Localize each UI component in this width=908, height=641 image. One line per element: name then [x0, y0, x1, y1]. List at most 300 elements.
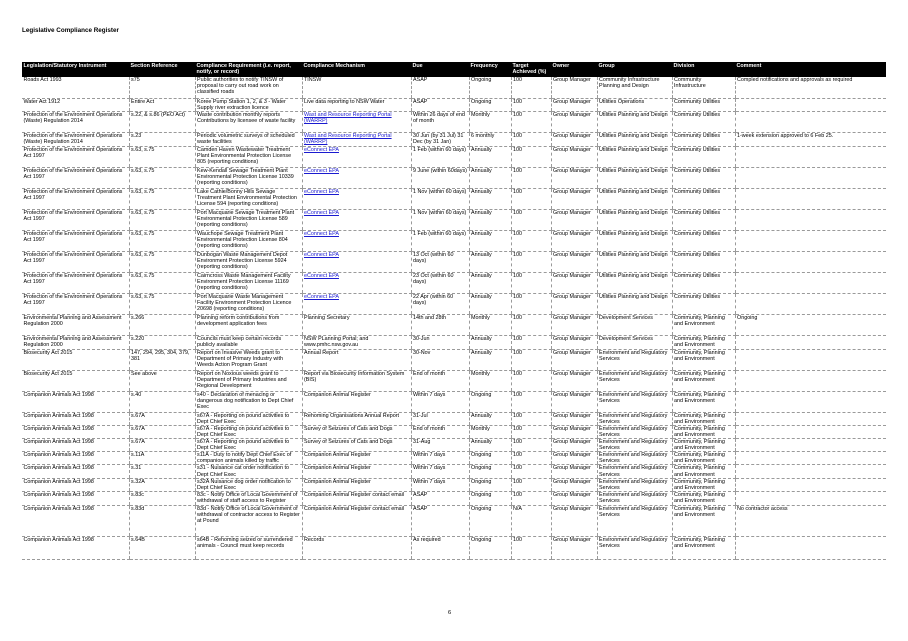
cell-division: Community, Planning and Environment	[672, 536, 735, 559]
cell-group: Environment and Regulatory Services	[597, 452, 672, 465]
cell-frequency: Ongoing	[469, 465, 511, 478]
cell-section: s.63, s.75	[129, 293, 195, 314]
table-row	[22, 452, 886, 465]
cell-section: See above	[129, 370, 195, 391]
cell-section: s.63, s.75	[129, 251, 195, 272]
table-row	[22, 505, 886, 536]
cell-section: s.220	[129, 335, 195, 349]
table-body	[22, 77, 886, 559]
table-row	[22, 536, 886, 559]
cell-due: ASAP	[411, 77, 469, 98]
cell-due: 31-Jul	[411, 412, 469, 425]
table-row	[22, 146, 886, 167]
cell-division: Community Utilities	[672, 209, 735, 230]
cell-group: Environment and Regulatory Services	[597, 349, 672, 370]
cell-section: s.83d	[129, 505, 195, 536]
cell-section: s.11A	[129, 452, 195, 465]
cell-division: Community, Planning and Environment	[672, 391, 735, 412]
cell-requirement: Wauchope Sewage Treatment Plant Environmental Protection License 804 (reporting conditions)	[195, 230, 302, 251]
header-division: Division	[672, 62, 735, 77]
cell-due: End of month	[411, 425, 469, 438]
cell-owner: Group Manager	[551, 439, 597, 452]
cell-due: Within 7 days	[411, 465, 469, 478]
cell-owner: Group Manager	[551, 230, 597, 251]
cell-owner: Group Manager	[551, 412, 597, 425]
cell-owner: Group Manager	[551, 111, 597, 132]
table-row	[22, 77, 886, 98]
cell-owner: Group Manager	[551, 478, 597, 491]
cell-group: Utilities Planning and Design	[597, 293, 672, 314]
cell-legislation: Protection of the Environment Operations Act 1997	[22, 146, 129, 167]
table-row	[22, 167, 886, 188]
cell-division: Community Utilities	[672, 146, 735, 167]
table-row	[22, 98, 886, 111]
cell-frequency: Monthly	[469, 111, 511, 132]
cell-requirement: s11A - Duty to notify Dept Chief Exec of companion animals killed by traffic	[195, 452, 302, 465]
cell-legislation: Protection of the Environment Operations Act 1997	[22, 251, 129, 272]
cell-comment	[735, 146, 886, 167]
cell-frequency: Ongoing	[469, 536, 511, 559]
cell-frequency: Monthly	[469, 314, 511, 335]
cell-group: Utilities Planning and Design	[597, 272, 672, 293]
cell-group: Environment and Regulatory Services	[597, 478, 672, 491]
cell-frequency: Annually	[469, 209, 511, 230]
cell-due: Within 26 days of end of month	[411, 111, 469, 132]
cell-mechanism: Annual Report	[302, 349, 411, 370]
cell-comment	[735, 391, 886, 412]
cell-section: Entire Act	[129, 98, 195, 111]
cell-division: Community, Planning and Environment	[672, 505, 735, 536]
cell-requirement: Camden Haven Wastewater Treatment Plant Environmental Protection License 805 (reporting conditions)	[195, 146, 302, 167]
cell-group: Utilities Planning and Design	[597, 132, 672, 146]
cell-legislation: Protection of the Environment Operations Act 1997	[22, 167, 129, 188]
header-legislation: Legislation/Statutory Instrument	[22, 62, 129, 77]
cell-mechanism	[302, 230, 411, 251]
cell-owner: Group Manager	[551, 98, 597, 111]
cell-legislation: Biosecurity Act 2015	[22, 370, 129, 391]
mechanism-link[interactable]: eConnect EPA	[304, 167, 339, 174]
cell-comment: Ongoing	[735, 314, 886, 335]
cell-legislation: Protection of the Environment Operations Act 1997	[22, 293, 129, 314]
cell-mechanism: NSW PLanning Portal; and www.pmhc.nsw.gov.au	[302, 335, 411, 349]
cell-owner: Group Manager	[551, 146, 597, 167]
cell-section: s.63, s.75	[129, 146, 195, 167]
table-row	[22, 188, 886, 209]
cell-mechanism	[302, 209, 411, 230]
cell-division: Community Infrastructure	[672, 77, 735, 98]
cell-requirement: Port Macquarie Sewage Treatment Plant Environmental Protection License 589 (reporting conditions)	[195, 209, 302, 230]
cell-mechanism: Companion Animal Register	[302, 391, 411, 412]
cell-mechanism	[302, 132, 411, 146]
cell-frequency: Annually	[469, 230, 511, 251]
header-group: Group	[597, 62, 672, 77]
cell-mechanism: Companion Animal Register contact email	[302, 505, 411, 536]
cell-section: s.64B	[129, 536, 195, 559]
cell-owner: Group Manager	[551, 209, 597, 230]
cell-legislation: Protection of the Environment Operations Act 1997	[22, 272, 129, 293]
cell-division: Community, Planning and Environment	[672, 439, 735, 452]
cell-section: s.266	[129, 314, 195, 335]
cell-section: s.67A	[129, 425, 195, 438]
cell-section: s.40	[129, 391, 195, 412]
table-row	[22, 412, 886, 425]
cell-division: Community Utilities	[672, 111, 735, 132]
cell-owner: Group Manager	[551, 272, 597, 293]
cell-requirement: Koree Pump Station 1, 2, & 3 - Water Supply river extraction licence	[195, 98, 302, 111]
cell-division: Community Utilities	[672, 98, 735, 111]
cell-mechanism: Report via Biosecurity Information System (BIS)	[302, 370, 411, 391]
cell-due: End of month	[411, 370, 469, 391]
header-due: Due	[411, 62, 469, 77]
table-row	[22, 465, 886, 478]
cell-due: 1 Feb (within 60 days)	[411, 146, 469, 167]
cell-target: 100	[511, 98, 551, 111]
cell-section: s.63, s.75	[129, 209, 195, 230]
cell-comment	[735, 478, 886, 491]
header-frequency: Frequency	[469, 62, 511, 77]
table-row	[22, 349, 886, 370]
cell-frequency: Ongoing	[469, 491, 511, 505]
cell-requirement: Port Macquarie Waste Management Facility Environment Protection Licence 20698 (reporting conditions)	[195, 293, 302, 314]
cell-due: 30-Nov	[411, 349, 469, 370]
cell-legislation: Companion Animals Act 1998	[22, 439, 129, 452]
cell-division: Community Utilities	[672, 188, 735, 209]
table-row	[22, 391, 886, 412]
cell-comment	[735, 111, 886, 132]
cell-section: s.23	[129, 132, 195, 146]
table-row	[22, 251, 886, 272]
cell-target: 100	[511, 425, 551, 438]
cell-owner: Group Manager	[551, 77, 597, 98]
cell-target: 100	[511, 391, 551, 412]
cell-division: Community, Planning and Environment	[672, 335, 735, 349]
cell-mechanism: Companion Animal Register	[302, 452, 411, 465]
cell-requirement: 83d - Notify Office of Local Government of withdrawal of contractor access to Register at Pound	[195, 505, 302, 536]
cell-division: Community Utilities	[672, 132, 735, 146]
cell-frequency: Annually	[469, 188, 511, 209]
cell-target: 100	[511, 251, 551, 272]
cell-requirement: s40 - Declaration of menacing or dangerous dog notification to Dept Chief Exec	[195, 391, 302, 412]
cell-division: Community Utilities	[672, 251, 735, 272]
cell-requirement: Report on Invasive Weeds grant to Department of Primary Industry with Weeds Action Program Grant	[195, 349, 302, 370]
cell-legislation: Companion Animals Act 1998	[22, 465, 129, 478]
cell-due: Within 7 days	[411, 452, 469, 465]
cell-group: Community Infrastructure Planning and Design	[597, 77, 672, 98]
cell-comment	[735, 452, 886, 465]
cell-legislation: Companion Animals Act 1998	[22, 412, 129, 425]
cell-group: Environment and Regulatory Services	[597, 412, 672, 425]
cell-comment	[735, 272, 886, 293]
cell-comment	[735, 251, 886, 272]
cell-requirement: Lake Cathie/Bonny Hills Sewage Treatment Plant Environmental Protection License 594 (reporting conditions)	[195, 188, 302, 209]
cell-due: 1 Feb (within 60 days)	[411, 230, 469, 251]
cell-target: 100	[511, 209, 551, 230]
cell-group: Utilities Planning and Design	[597, 188, 672, 209]
cell-legislation: Companion Animals Act 1998	[22, 478, 129, 491]
cell-target: 100	[511, 370, 551, 391]
cell-group: Utilities Planning and Design	[597, 251, 672, 272]
cell-section: s.63, s.75	[129, 188, 195, 209]
cell-division: Community, Planning and Environment	[672, 491, 735, 505]
cell-mechanism	[302, 111, 411, 132]
compliance-register-table	[22, 62, 886, 560]
cell-section: s.31	[129, 465, 195, 478]
cell-division: Community Utilities	[672, 272, 735, 293]
cell-legislation: Protection of the Environment Operations Act 1997	[22, 230, 129, 251]
cell-group: Environment and Regulatory Services	[597, 536, 672, 559]
cell-due: ASAP	[411, 491, 469, 505]
cell-target: N/A	[511, 505, 551, 536]
cell-owner: Group Manager	[551, 132, 597, 146]
cell-target: 100	[511, 146, 551, 167]
table-row	[22, 293, 886, 314]
cell-requirement: s67A - Reporting on pound activities to Dept Chief Exec	[195, 412, 302, 425]
table-row	[22, 425, 886, 438]
cell-mechanism: Records	[302, 536, 411, 559]
cell-owner: Group Manager	[551, 465, 597, 478]
cell-division: Community, Planning and Environment	[672, 452, 735, 465]
cell-owner: Group Manager	[551, 536, 597, 559]
cell-frequency: Annually	[469, 251, 511, 272]
cell-due: 9 June (within 60days)	[411, 167, 469, 188]
cell-section: s.67A	[129, 412, 195, 425]
mechanism-link[interactable]: eConnect EPA	[304, 209, 339, 216]
table-row	[22, 335, 886, 349]
mechanism-link[interactable]: Wast and Resource Reporting Portal (WARRP)	[304, 111, 392, 124]
mechanism-link[interactable]: eConnect EPA	[304, 251, 339, 258]
cell-group: Environment and Regulatory Services	[597, 465, 672, 478]
cell-due: 13 Oct (within 60 days)	[411, 251, 469, 272]
cell-division: Community, Planning and Environment	[672, 465, 735, 478]
cell-section: s.63, s.75	[129, 167, 195, 188]
cell-section: s.67A	[129, 439, 195, 452]
cell-frequency: Annually	[469, 293, 511, 314]
cell-target: 100	[511, 272, 551, 293]
cell-mechanism: Companion Animal Register	[302, 478, 411, 491]
cell-legislation: Protection of the Environment Operations Act 1997	[22, 188, 129, 209]
cell-frequency: Annually	[469, 335, 511, 349]
cell-comment: No contractor access	[735, 505, 886, 536]
cell-comment	[735, 536, 886, 559]
cell-group: Utilities Planning and Design	[597, 146, 672, 167]
cell-requirement: s67A - Reporting on pound activities to Dept Chief Exec	[195, 425, 302, 438]
cell-section: s.83c	[129, 491, 195, 505]
cell-target: 100	[511, 230, 551, 251]
cell-target: 100	[511, 465, 551, 478]
cell-due: 31-Aug	[411, 439, 469, 452]
table-row	[22, 491, 886, 505]
cell-legislation: Companion Animals Act 1998	[22, 491, 129, 505]
cell-target: 100	[511, 188, 551, 209]
mechanism-link[interactable]: eConnect EPA	[304, 146, 339, 153]
cell-target: 100	[511, 478, 551, 491]
cell-requirement: Waste contribution monthly reports Contributions by licensee of waste facility	[195, 111, 302, 132]
table-header-row	[22, 62, 886, 77]
cell-comment	[735, 335, 886, 349]
cell-comment	[735, 370, 886, 391]
cell-requirement: Public authorities to notify TINSW of proposal to carry out road work on classified roads	[195, 77, 302, 98]
cell-comment: 1-week extension approved to 6 Feb 25.	[735, 132, 886, 146]
cell-legislation: Water Act 1912	[22, 98, 129, 111]
cell-section: 147, 294, 295, 304, 379, 381	[129, 349, 195, 370]
cell-section: s75	[129, 77, 195, 98]
cell-due: 1 Nov (within 60 days)	[411, 209, 469, 230]
cell-due: 30 Jun (by 31 Jul) 31 Dec (by 31 Jan)	[411, 132, 469, 146]
cell-target: 100	[511, 335, 551, 349]
cell-target: 100	[511, 77, 551, 98]
cell-group: Environment and Regulatory Services	[597, 370, 672, 391]
cell-legislation: Companion Animals Act 1998	[22, 536, 129, 559]
cell-requirement: s31 - Nuisance cat order notification to Dept Chief Exec	[195, 465, 302, 478]
cell-group: Utilities Operations	[597, 98, 672, 111]
cell-mechanism: Companion Animal Register	[302, 465, 411, 478]
cell-legislation: Environmental Planning and Assessment Regulation 2000	[22, 314, 129, 335]
cell-mechanism: Survey of Seizures of Cats and Dogs	[302, 439, 411, 452]
cell-legislation: Companion Animals Act 1998	[22, 452, 129, 465]
cell-target: 100	[511, 491, 551, 505]
cell-group: Environment and Regulatory Services	[597, 425, 672, 438]
table-row	[22, 132, 886, 146]
cell-frequency: Annually	[469, 412, 511, 425]
table-row	[22, 272, 886, 293]
cell-owner: Group Manager	[551, 452, 597, 465]
cell-owner: Group Manager	[551, 491, 597, 505]
cell-frequency: Annually	[469, 272, 511, 293]
document-title: Legislative Compliance Register	[22, 27, 119, 34]
cell-division: Community, Planning and Environment	[672, 412, 735, 425]
cell-requirement: Cairncross Waste Management Facility Environment Protection License 11169 (reporting conditions)	[195, 272, 302, 293]
table-row	[22, 370, 886, 391]
mechanism-link[interactable]: eConnect EPA	[304, 188, 339, 195]
cell-due: Within 7 days	[411, 391, 469, 412]
cell-target: 100	[511, 536, 551, 559]
cell-group: Environment and Regulatory Services	[597, 391, 672, 412]
cell-group: Development Services	[597, 335, 672, 349]
cell-requirement: Dunbogan Waste Management Depot Environment Protection License 5924 (reporting conditions)	[195, 251, 302, 272]
cell-legislation: Protection of the Environment Operations (Waste) Regulation 2014	[22, 132, 129, 146]
mechanism-link[interactable]: eConnect EPA	[304, 293, 339, 300]
cell-target: 100	[511, 167, 551, 188]
cell-division: Community, Planning and Environment	[672, 478, 735, 491]
cell-division: Community Utilities	[672, 293, 735, 314]
mechanism-link[interactable]: eConnect EPA	[304, 272, 339, 279]
header-target-achieved: Target Achieved (%)	[511, 62, 551, 77]
cell-target: 100	[511, 412, 551, 425]
cell-comment	[735, 209, 886, 230]
table-row	[22, 230, 886, 251]
cell-comment	[735, 412, 886, 425]
cell-owner: Group Manager	[551, 349, 597, 370]
cell-division: Community, Planning and Environment	[672, 370, 735, 391]
cell-division: Community, Planning and Environment	[672, 425, 735, 438]
cell-comment	[735, 230, 886, 251]
cell-requirement: s32A Nuisance dog order notification to Dept Chief Exec	[195, 478, 302, 491]
cell-mechanism	[302, 293, 411, 314]
cell-owner: Group Manager	[551, 335, 597, 349]
mechanism-link[interactable]: Wast and Resource Reporting Portal (WARRP)	[304, 132, 392, 145]
cell-frequency: Ongoing	[469, 505, 511, 536]
cell-legislation: Companion Animals Act 1998	[22, 425, 129, 438]
cell-frequency: Annually	[469, 439, 511, 452]
cell-division: Community, Planning and Environment	[672, 349, 735, 370]
cell-requirement: s67A - Reporting on pound activities to Dept Chief Exec	[195, 439, 302, 452]
cell-target: 100	[511, 452, 551, 465]
cell-frequency: Ongoing	[469, 98, 511, 111]
cell-legislation: Biosecurity Act 2015	[22, 349, 129, 370]
cell-frequency: Monthly	[469, 425, 511, 438]
header-compliance-mechanism: Compliance Mechanism	[302, 62, 411, 77]
cell-frequency: Annually	[469, 167, 511, 188]
cell-legislation: Environmental Planning and Assessment Regulation 2000	[22, 335, 129, 349]
cell-comment	[735, 465, 886, 478]
cell-due: 30-Jun	[411, 335, 469, 349]
header-owner: Owner	[551, 62, 597, 77]
cell-target: 100	[511, 439, 551, 452]
mechanism-link[interactable]: eConnect EPA	[304, 230, 339, 237]
cell-comment	[735, 349, 886, 370]
cell-group: Environment and Regulatory Services	[597, 491, 672, 505]
cell-legislation: Protection of the Environment Operations Act 1997	[22, 209, 129, 230]
cell-mechanism: Survey of Seizures of Cats and Dogs	[302, 425, 411, 438]
header-comment: Comment	[735, 62, 886, 77]
table-row	[22, 478, 886, 491]
cell-comment	[735, 98, 886, 111]
cell-requirement: 83c - Notify Office of Local Government of withdrawal of staff access to Register	[195, 491, 302, 505]
cell-group: Development Services	[597, 314, 672, 335]
cell-mechanism: Live data reporting to NSW Water	[302, 98, 411, 111]
cell-target: 100	[511, 349, 551, 370]
cell-section: s.63, s.75	[129, 230, 195, 251]
cell-due: ASAP	[411, 505, 469, 536]
header-compliance-requirement: Compliance Requirement (i.e. report, notify, or record)	[195, 62, 302, 77]
cell-division: Community Utilities	[672, 167, 735, 188]
cell-section: s.22, & s.86 (PEO Act)	[129, 111, 195, 132]
cell-comment	[735, 293, 886, 314]
cell-mechanism: Planning Secretary	[302, 314, 411, 335]
cell-section: s.32A	[129, 478, 195, 491]
cell-due: ASAP	[411, 98, 469, 111]
cell-owner: Group Manager	[551, 293, 597, 314]
cell-frequency: Ongoing	[469, 77, 511, 98]
cell-due: 14th and 28th	[411, 314, 469, 335]
cell-owner: Group Manager	[551, 391, 597, 412]
cell-division: Community, Planning and Environment	[672, 314, 735, 335]
cell-owner: Group Manager	[551, 425, 597, 438]
cell-target: 100	[511, 293, 551, 314]
cell-comment	[735, 188, 886, 209]
cell-requirement: s64B - Rehoming seized or surrendered animals - Council must keep records	[195, 536, 302, 559]
cell-target: 100	[511, 314, 551, 335]
header-section-reference: Section Reference	[129, 62, 195, 77]
cell-owner: Group Manager	[551, 167, 597, 188]
cell-mechanism	[302, 167, 411, 188]
cell-frequency: Annually	[469, 146, 511, 167]
table-row	[22, 111, 886, 132]
cell-requirement: Periodic volumetric surveys of scheduled waste facilities	[195, 132, 302, 146]
cell-comment: Compled notifications and approvals as required	[735, 77, 886, 98]
cell-section: s.63, s.75	[129, 272, 195, 293]
cell-owner: Group Manager	[551, 314, 597, 335]
cell-requirement: Planning reform contributions from development application fees	[195, 314, 302, 335]
table-row	[22, 314, 886, 335]
cell-mechanism	[302, 272, 411, 293]
cell-requirement: Councils must keep certain records publicly available	[195, 335, 302, 349]
cell-mechanism	[302, 251, 411, 272]
cell-frequency: 6 monthly	[469, 132, 511, 146]
cell-due: As required	[411, 536, 469, 559]
cell-legislation: Companion Animals Act 1998	[22, 391, 129, 412]
cell-legislation: Companion Animals Act 1998	[22, 505, 129, 536]
